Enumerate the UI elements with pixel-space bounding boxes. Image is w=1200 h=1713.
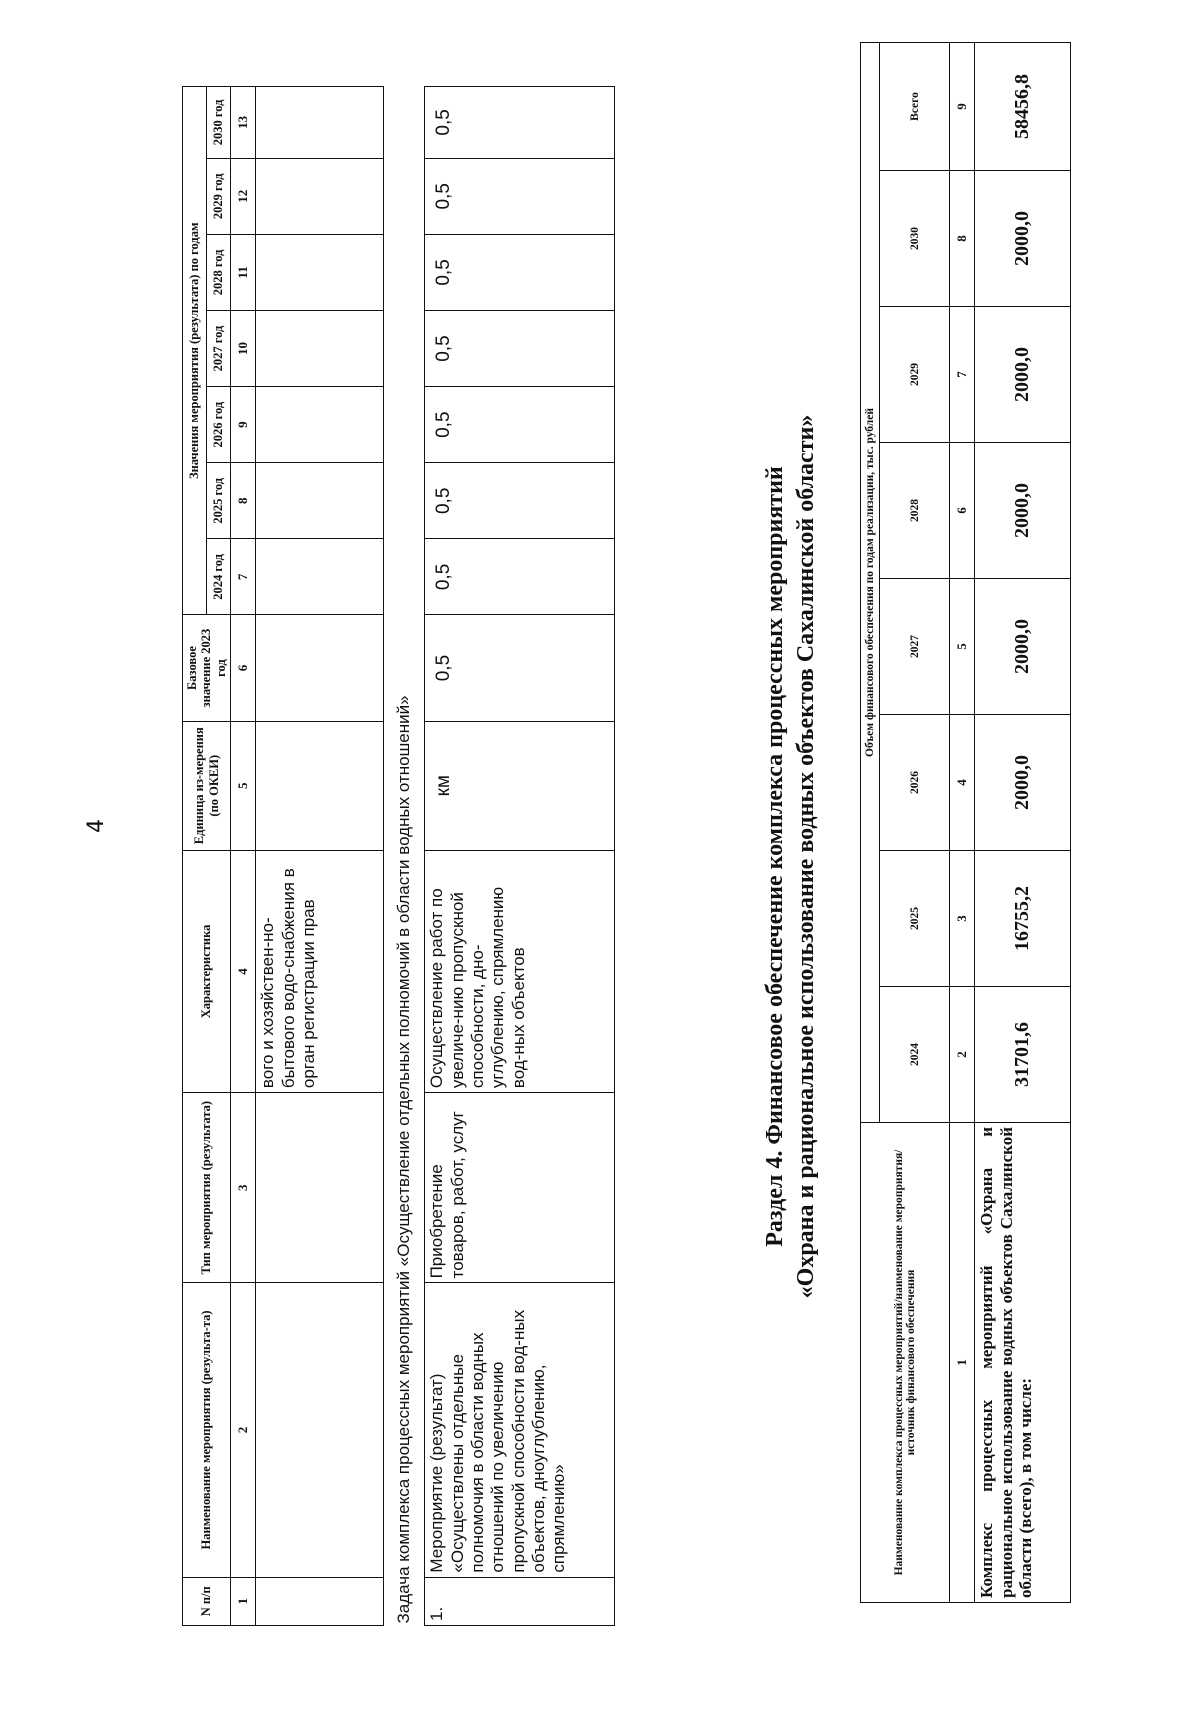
header-n: N п/п [183,1577,231,1625]
index-cell: 2 [950,987,975,1123]
index-cell: 12 [231,158,256,234]
index-cell: 13 [231,87,256,159]
index-cell: 6 [231,615,256,721]
index-cell: 4 [231,850,256,1092]
header-year: 2024 [880,987,950,1123]
continuation-row [256,87,384,1626]
header-characteristic: Характеристика [183,850,231,1092]
page-number: 4 [84,819,109,833]
continuation-characteristic: вого и хозяйствен-но-бытового водо-снабжения в орган регистрации прав [256,850,384,1092]
row-value: 0,5 [425,87,615,159]
table-row [425,87,615,1626]
financing-value: 16755,2 [975,851,1071,987]
header-year: 2026 [880,715,950,851]
index-cell: 4 [950,715,975,851]
index-cell: 8 [231,463,256,539]
activity-values-table [182,86,615,1626]
header-year: 2027 год [207,310,231,386]
header-type: Тип мероприятия (результата) [183,1093,231,1283]
header-year: 2026 год [207,387,231,463]
index-cell: 7 [950,307,975,443]
row-value: 0,5 [425,539,615,615]
header-year: 2028 [880,443,950,579]
financing-value: 2000,0 [975,443,1071,579]
index-cell: 1 [950,1123,975,1603]
index-cell: 1 [231,1577,256,1625]
index-cell: 5 [231,721,256,850]
row-characteristic: Осуществление работ по увеличе-нию пропускной способности, дно-углублению, спрямлению вод-ных объектов [425,850,615,1092]
row-value: 0,5 [425,234,615,310]
index-cell: 9 [231,387,256,463]
header-volume: Объем финансового обеспечения по годам реализации, тыс. рублей [861,42,880,1122]
section-subtitle: «Охрана и рациональное использование водных объектов Сахалинской области» [793,414,819,1299]
index-cell: 11 [231,234,256,310]
row-value: 0,5 [425,310,615,386]
row-value: 0,5 [425,463,615,539]
row-number: 1. [425,1577,615,1625]
index-row [231,87,256,1626]
task-row [384,87,425,1626]
financing-value: 31701,6 [975,987,1071,1123]
section-title: Раздел 4. Финансовое обеспечение комплекса процессных мероприятий [762,466,788,1247]
header-name: Наименование мероприятия (результа-та) [183,1283,231,1577]
financing-value: 2000,0 [975,715,1071,851]
index-cell: 10 [231,310,256,386]
header-year: 2025 [880,851,950,987]
row-name: Мероприятие (результат) «Осуществлены отдельные полномочия в области водных отношений по увеличению пропускной способности вод-ных объектов, дноуглублению, спрямлению» [425,1283,615,1577]
header-program-name: Наименование комплекса процессных мероприятий/наименование мероприятия/источник финансового обеспечения [861,1123,950,1603]
index-cell: 2 [231,1283,256,1577]
header-total: Всего [880,42,950,170]
header-values: Значения мероприятия (результата) по годам [183,87,207,615]
header-year: 2029 год [207,158,231,234]
index-cell: 3 [950,851,975,987]
header-year: 2030 [880,171,950,307]
header-year: 2030 год [207,87,231,159]
row-type: Приобретение товаров, работ, услуг [425,1093,615,1283]
index-cell: 7 [231,539,256,615]
header-unit: Единица из-мерения (по ОКЕИ) [183,721,231,850]
program-total-name: Комплекс процессных мероприятий «Охрана и рациональное использование водных объектов Сахалинской области (всего), в том числе: [975,1123,1071,1603]
financing-total: 58456,8 [975,42,1071,170]
index-cell: 5 [950,579,975,715]
index-cell: 8 [950,171,975,307]
header-year: 2025 год [207,463,231,539]
financing-value: 2000,0 [975,579,1071,715]
header-year: 2028 год [207,234,231,310]
row-base: 0,5 [425,615,615,721]
header-year: 2029 [880,307,950,443]
index-cell: 6 [950,443,975,579]
row-unit: км [425,721,615,850]
index-cell: 3 [231,1093,256,1283]
header-base: Базовое значение 2023 год [183,615,231,721]
index-row [950,42,975,1602]
header-year: 2024 год [207,539,231,615]
row-value: 0,5 [425,158,615,234]
row-value: 0,5 [425,387,615,463]
financing-value: 2000,0 [975,307,1071,443]
financing-value: 2000,0 [975,171,1071,307]
header-year: 2027 [880,579,950,715]
index-cell: 9 [950,42,975,170]
task-text: Задача комплекса процессных мероприятий «Осуществление отдельных полномочий в области водных отношений» [384,87,425,1626]
table-row [975,42,1071,1602]
financing-table [860,42,1071,1603]
